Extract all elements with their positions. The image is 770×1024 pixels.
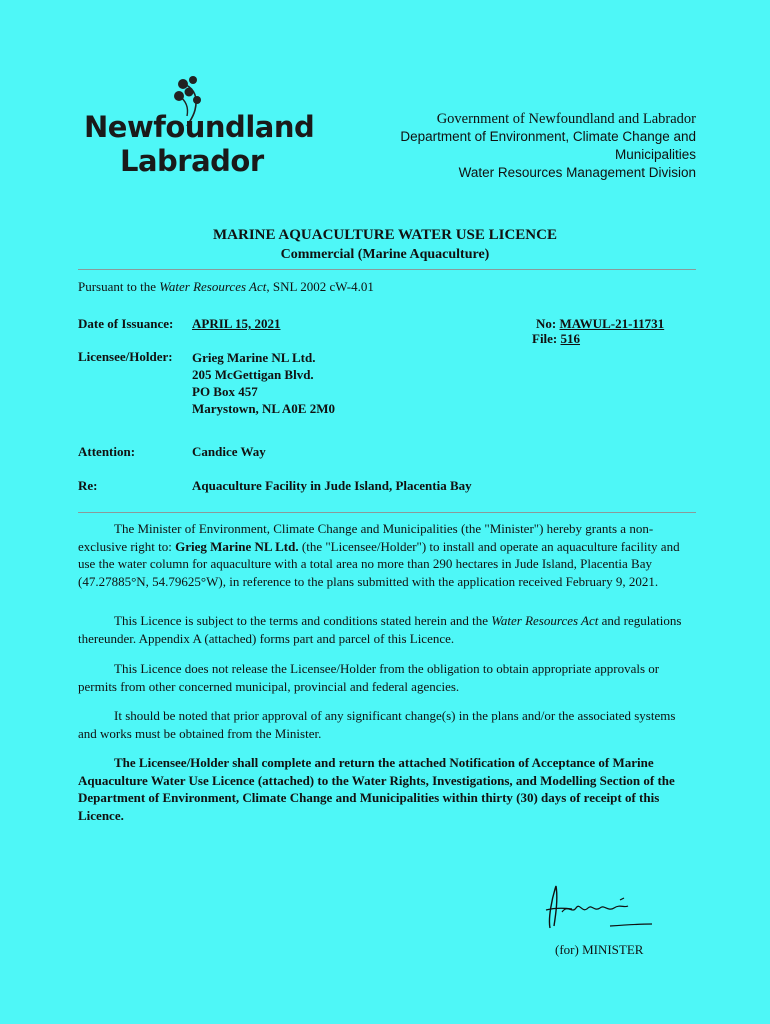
signature-caption: (for) MINISTER [555, 942, 644, 957]
licensee-line: Marystown, NL A0E 2M0 [192, 401, 335, 416]
paragraph-acceptance: The Licensee/Holder shall complete and return the attached Notification of Acceptance of Marine Aquaculture Water Use Licence (attached) to the Water Rights, Investigations, and Modelling Section of the Department of Environment, Climate Change and Municipalities within thirty (30) days of receipt of this Licence. [78, 755, 675, 823]
grant-text-2: (the "Licensee/Holder") to install and operate an aquaculture facility and use the water column for aquaculture with a total area no more than 290 hectares in Jude Island, Placentia Bay (47.27885°N, 54.79625°W), in reference to the plans submitted with the application received February 9, 2021. [78, 538, 680, 589]
pursuant-act: Water Resources Act [159, 279, 267, 294]
licensee-address [192, 349, 335, 417]
licence-number-value: MAWUL-21-11731 [559, 316, 665, 331]
re-label: Re: [78, 478, 98, 493]
terms-text-1: This Licence is subject to the terms and conditions stated herein and the [114, 613, 492, 628]
licence-number [536, 316, 664, 332]
licence-title-block [0, 226, 770, 264]
government-name: Government of Newfoundland and Labrador [436, 111, 696, 127]
licensee-label: Licensee/Holder: [78, 349, 173, 364]
file-number-label: File: [532, 331, 561, 346]
divider-top [78, 269, 696, 270]
grant-licensee-name: Grieg Marine NL Ltd. [175, 538, 299, 554]
licensee-line: PO Box 457 [192, 384, 258, 399]
grant-text-1: The Minister of Environment, Climate Change and Municipalities (the "Minister") hereby grants a non-exclusive right to: [78, 521, 654, 554]
department-line-2: Municipalities [614, 147, 696, 162]
paragraph-grant [78, 520, 696, 590]
division-name: Water Resources Management Division [458, 165, 696, 180]
divider-bottom [78, 512, 696, 513]
licensee-line: Grieg Marine NL Ltd. [192, 350, 316, 365]
terms-act: Water Resources Act [491, 613, 599, 628]
terms-text-2: and regulations thereunder. Appendix A (attached) forms part and parcel of this Licence. [78, 613, 682, 646]
department-line-1: Department of Environment, Climate Change and [400, 129, 696, 144]
paragraph-terms [78, 612, 696, 647]
licence-title: MARINE AQUACULTURE WATER USE LICENCE [213, 227, 557, 243]
licence-number-label: No: [536, 316, 560, 331]
file-number-value: 516 [560, 331, 581, 346]
file-number [532, 331, 580, 347]
pursuant-statement [78, 279, 374, 295]
attention-value: Candice Way [192, 444, 266, 459]
newfoundland-labrador-logo [84, 76, 315, 178]
logo-line-2: Labrador [120, 144, 264, 178]
logo-line-1: Newfoundland [84, 110, 315, 144]
attention-label: Attention: [78, 444, 136, 459]
minister-signature [540, 878, 660, 938]
government-header [400, 110, 696, 182]
paragraph-changes: It should be noted that prior approval of any significant change(s) in the plans and/or the associated systems and works must be obtained from the Minister. [78, 708, 676, 741]
licence-subtitle: Commercial (Marine Aquaculture) [280, 247, 490, 262]
paragraph-approvals: This Licence does not release the Licensee/Holder from the obligation to obtain appropriate approvals or permits from other concerned municipal, provincial and federal agencies. [78, 661, 660, 694]
pursuant-prefix: Pursuant to the [78, 279, 160, 294]
re-value: Aquaculture Facility in Jude Island, Placentia Bay [192, 478, 472, 493]
date-label: Date of Issuance: [78, 316, 174, 331]
pursuant-suffix: , SNL 2002 cW-4.01 [266, 279, 374, 294]
date-value: APRIL 15, 2021 [192, 316, 281, 331]
licensee-line: 205 McGettigan Blvd. [192, 367, 314, 382]
